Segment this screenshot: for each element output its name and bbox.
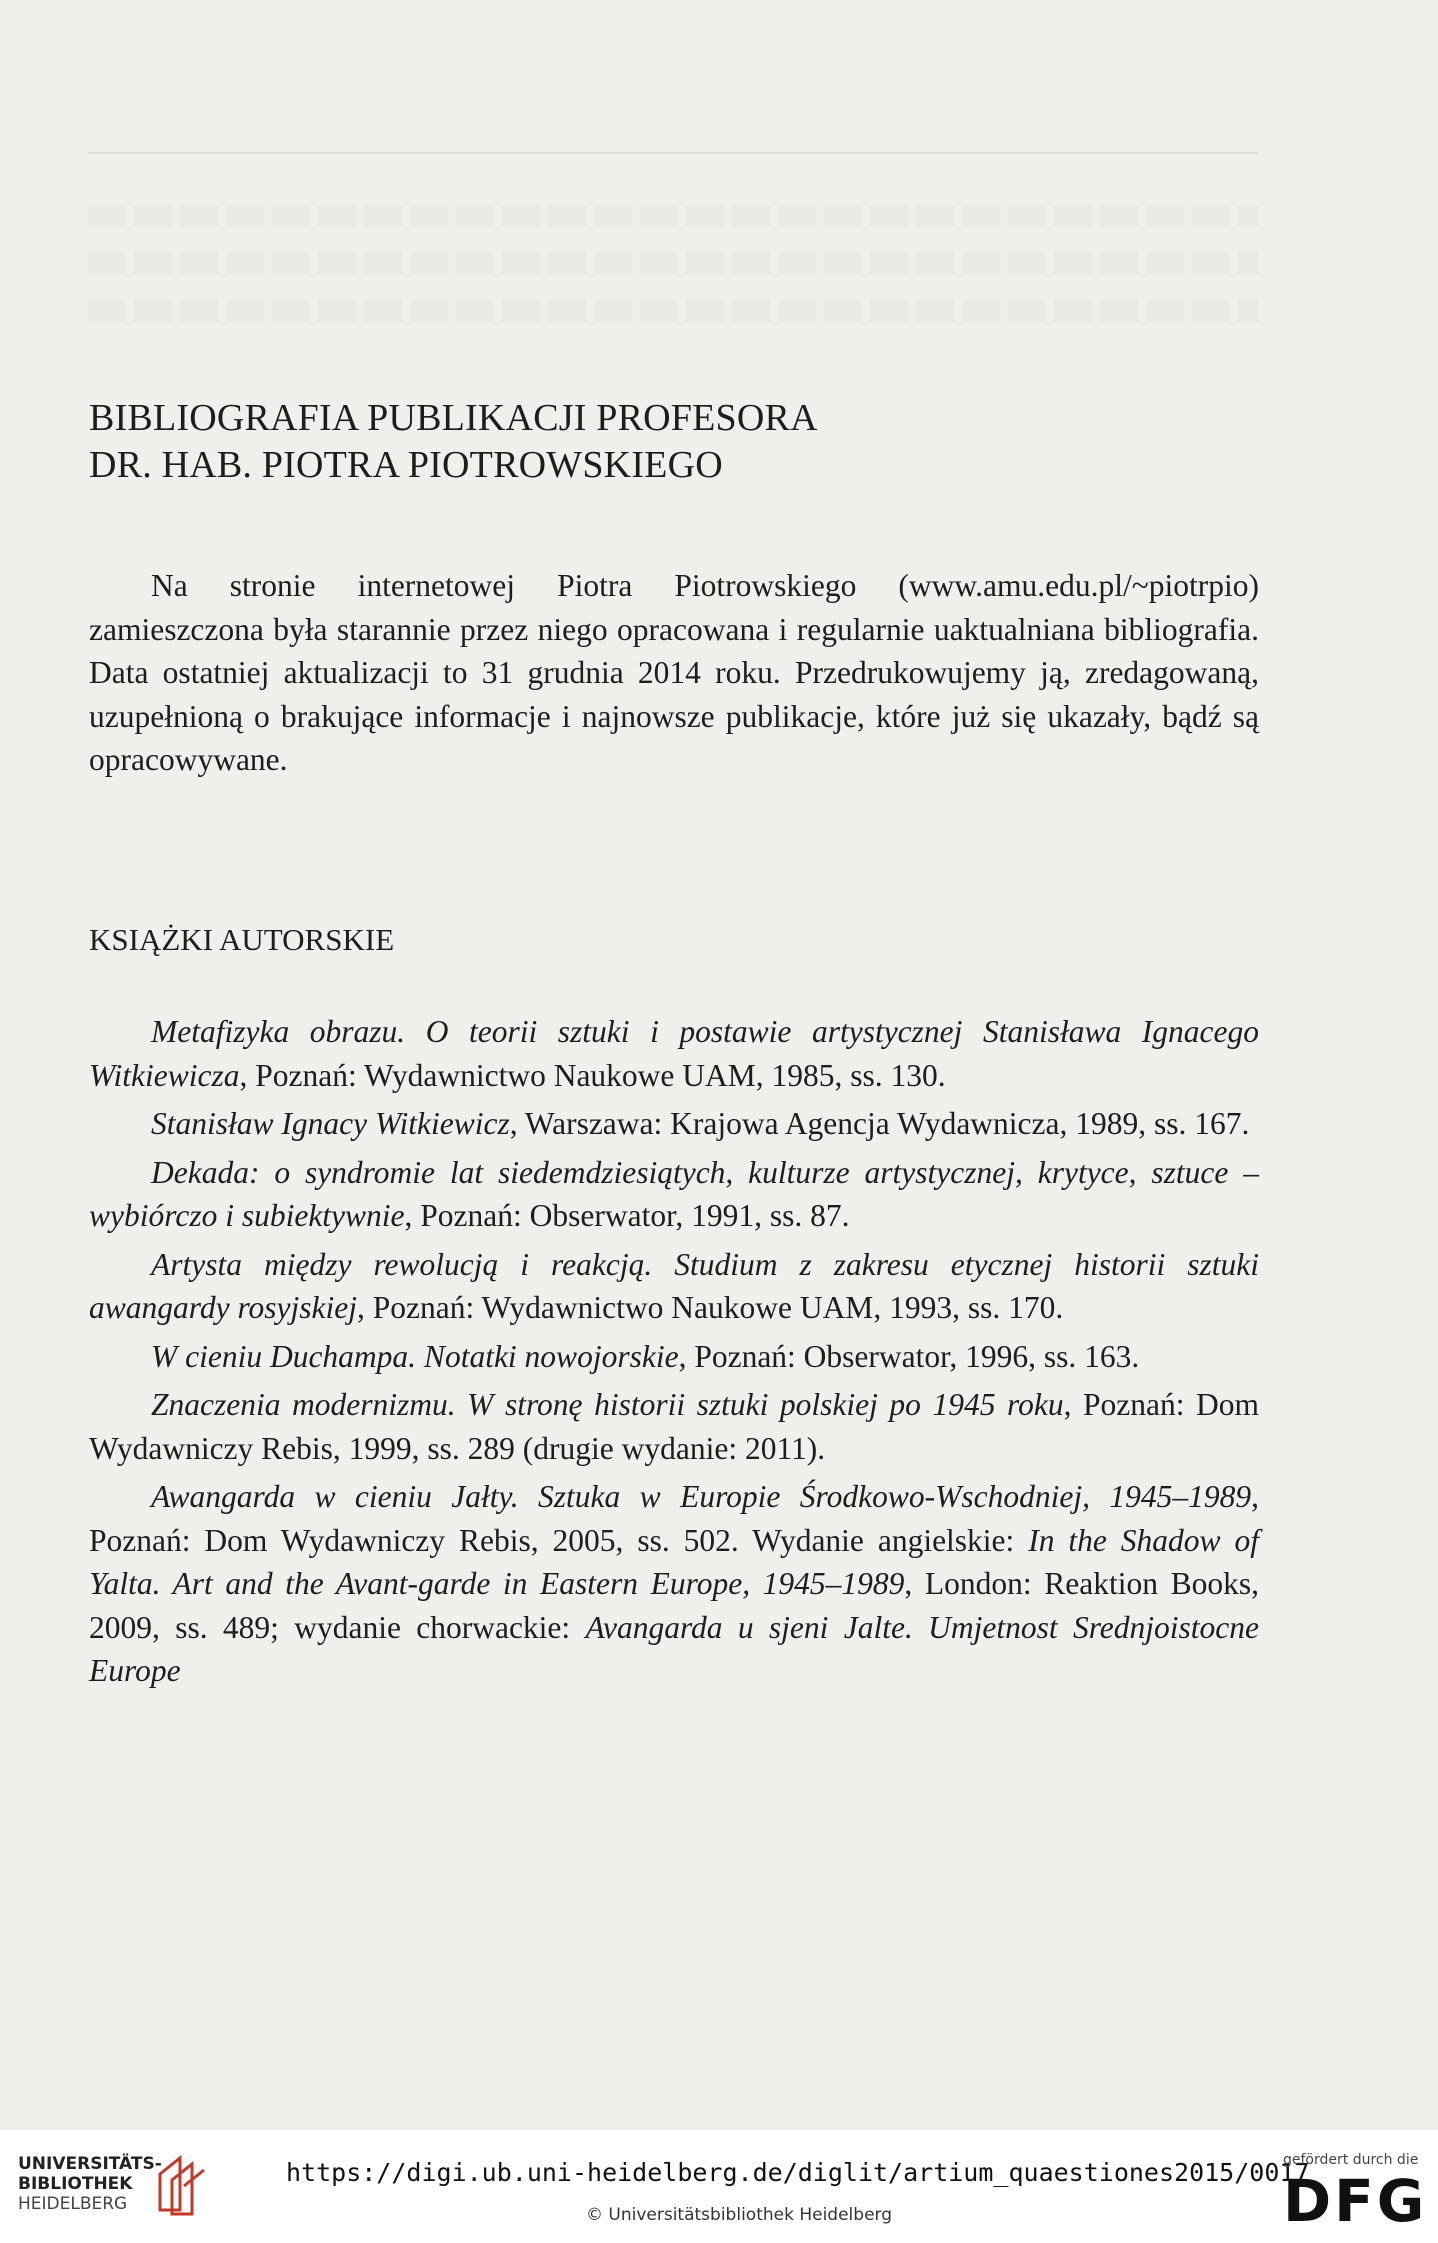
bleed-through-text <box>88 252 1258 274</box>
source-url-link[interactable]: https://digi.ub.uni-heidelberg.de/diglit/artium_quaestiones2015/0017 <box>286 2158 1310 2187</box>
bleed-through-text <box>88 205 1258 227</box>
entry-details: , Poznań: Dom Wydawniczy Rebis, 2005, ss. 502. Wydanie angielskie: <box>89 1479 1259 1558</box>
entry-details: , Poznań: Wydawnictwo Naukowe UAM, 1985, ss. 130. <box>239 1057 946 1093</box>
library-mark-icon <box>156 2152 216 2216</box>
bibliography-entry <box>89 1383 1259 1470</box>
title-line: BIBLIOGRAFIA PUBLIKACJI PROFESORA <box>89 397 818 439</box>
entry-details: , Poznań: Obserwator, 1996, ss. 163. <box>678 1338 1140 1374</box>
entry-title: Artysta między rewolucją i reakcją. Studium z zakresu etycznej historii sztuki awangardy rosyjskiej <box>89 1246 1259 1325</box>
entry-translation-details: , London: Reaktion Books, 2009, ss. 489; wydanie chorwackie: <box>89 1566 1259 1645</box>
page-footer <box>0 2130 1438 2243</box>
entry-title: Metafizyka obrazu. O teorii sztuki i postawie artystycznej Stanisława Ignacego Witkiewicza <box>89 1014 1259 1093</box>
entry-title: W cieniu Duchampa. Notatki nowojorskie <box>151 1338 679 1374</box>
title-line: DR. HAB. PIOTRA PIOTROWSKIEGO <box>89 444 723 486</box>
bibliography-entry <box>89 1010 1259 1097</box>
entry-details: , Poznań: Dom Wydawniczy Rebis, 1999, ss. 289 (drugie wydanie: 2011). <box>89 1387 1260 1466</box>
entry-title: Awangarda w cieniu Jałty. Sztuka w Europie Środkowo-Wschodniej, 1945–1989 <box>151 1479 1252 1514</box>
intro-paragraph: Na stronie internetowej Piotra Piotrowskiego (www.amu.edu.pl/~piotrpio) zamieszczona była starannie przez niego opracowana i regularnie uaktualniana bibliografia. Data ostatniej aktualizacji to 31 grudnia 2014 roku. Przedrukowujemy ją, zredagowaną, uzupełnioną o brakujące informacje i najnowsze publikacje, które już się ukazały, bądź są opracowywane. <box>89 568 1259 777</box>
section-title: KSIĄŻKI AUTORSKIE <box>89 922 395 957</box>
entry-title: Stanisław Ignacy Witkiewicz <box>151 1106 510 1141</box>
page-title <box>89 395 818 489</box>
bibliography-entry <box>89 1243 1259 1330</box>
entry-translation-title: Avangarda u sjeni Jalte. Umjetnost Srednjoistocne Europe <box>89 1609 1259 1688</box>
bleed-through-rule <box>88 152 1258 154</box>
bleed-through-text <box>88 300 1258 322</box>
library-logo <box>18 2150 198 2230</box>
funding-caption: gefördert durch die <box>1283 2152 1419 2168</box>
bibliography-entry <box>89 1335 1259 1379</box>
entry-title: Dekada: o syndromie lat siedemdziesiątych, kulturze artystycznej, krytyce, sztuce – wybiórczo i subiektywnie <box>89 1154 1259 1233</box>
entry-details: , Poznań: Obserwator, 1991, ss. 87. <box>404 1198 850 1233</box>
bibliography-entry <box>89 1475 1259 1693</box>
entry-title: Znaczenia modernizmu. W stronę historii sztuki polskiej po 1945 roku <box>151 1387 1064 1422</box>
dfg-logo: DFG <box>1283 2167 1428 2235</box>
bibliography-entry <box>89 1151 1259 1238</box>
entry-details: , Warszawa: Krajowa Agencja Wydawnicza, 1989, ss. 167. <box>509 1106 1250 1141</box>
bibliography-entry <box>89 1102 1259 1146</box>
library-city-line: HEIDELBERG <box>18 2194 128 2214</box>
copyright-notice: © Universitätsbibliothek Heidelberg <box>586 2205 893 2225</box>
entry-translation-title: In the Shadow of Yalta. Art and the Avant-garde in Eastern Europe, 1945–1989 <box>89 1522 1259 1601</box>
library-name-line: BIBLIOTHEK <box>18 2174 133 2194</box>
library-name-line: UNIVERSITÄTS- <box>18 2154 162 2174</box>
bibliography-list <box>89 1010 1259 1698</box>
entry-details: , Poznań: Wydawnictwo Naukowe UAM, 1993, ss. 170. <box>357 1290 1064 1325</box>
source-url[interactable] <box>286 2158 1310 2188</box>
